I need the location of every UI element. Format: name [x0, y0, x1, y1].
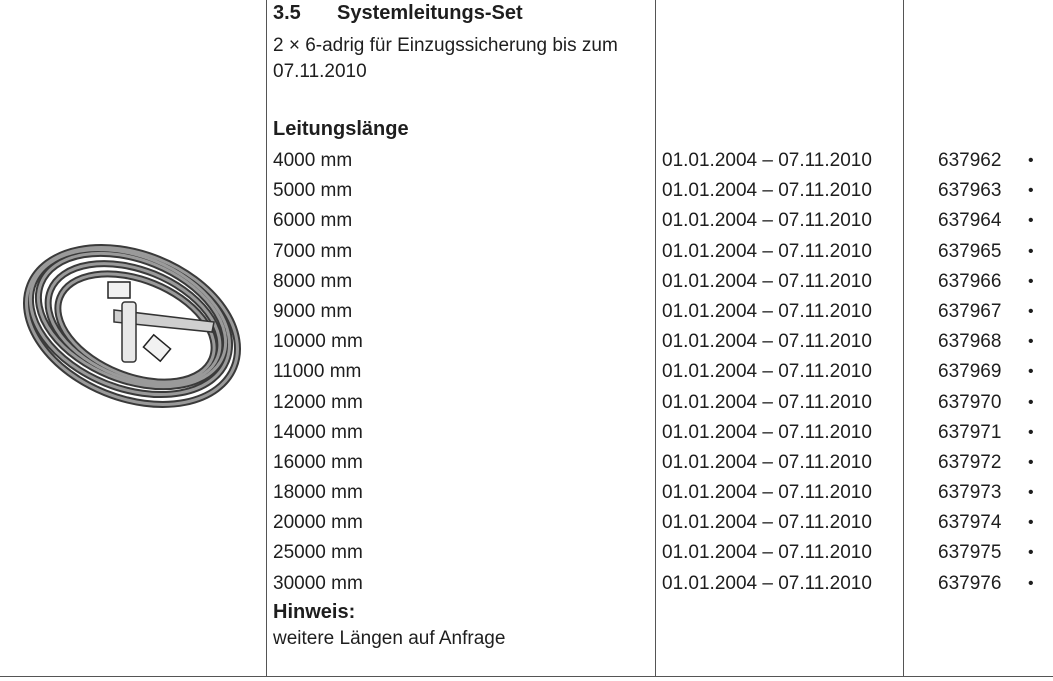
period-cell: 01.01.2004 – 07.11.2010	[662, 331, 872, 353]
table-row	[0, 237, 1053, 267]
period-cell: 01.01.2004 – 07.11.2010	[662, 542, 872, 564]
article-number-cell: 637972	[938, 451, 1002, 473]
table-row	[0, 146, 1053, 176]
table-row	[0, 327, 1053, 357]
table-row	[0, 176, 1053, 206]
bullet-marker: •	[1028, 453, 1034, 471]
table-row	[0, 267, 1053, 297]
article-number-cell: 637962	[938, 150, 1002, 171]
section-title: Systemleitungs-Set	[337, 2, 523, 24]
table-bottom-border	[0, 676, 1053, 677]
bullet-marker: •	[1028, 272, 1034, 290]
period-cell: 01.01.2004 – 07.11.2010	[662, 391, 872, 413]
table-row	[0, 448, 1053, 478]
article-number-cell: 637963	[938, 180, 1002, 202]
bullet-marker: •	[1028, 333, 1034, 351]
period-cell: 01.01.2004 – 07.11.2010	[662, 451, 872, 473]
length-cell: 10000 mm	[273, 331, 363, 353]
length-cell: 20000 mm	[273, 512, 363, 534]
length-cell: 9000 mm	[273, 300, 353, 322]
article-number-cell: 637976	[938, 572, 1002, 594]
period-cell: 01.01.2004 – 07.11.2010	[662, 270, 872, 292]
section-description: 2 × 6-adrig für Einzugssicherung bis zum 07.11.2010	[273, 35, 618, 82]
table-row	[0, 206, 1053, 236]
bullet-marker: •	[1028, 302, 1034, 320]
article-number-cell: 637969	[938, 361, 1002, 383]
article-number-cell: 637975	[938, 542, 1002, 564]
period-cell: 01.01.2004 – 07.11.2010	[662, 240, 872, 262]
period-cell: 01.01.2004 – 07.11.2010	[662, 512, 872, 534]
length-cell: 30000 mm	[273, 572, 363, 594]
bullet-marker: •	[1028, 544, 1034, 562]
article-table	[0, 146, 1053, 599]
article-number-cell: 637966	[938, 270, 1002, 292]
section-header	[273, 2, 523, 25]
period-cell: 01.01.2004 – 07.11.2010	[662, 210, 872, 232]
length-cell: 16000 mm	[273, 451, 363, 473]
table-row	[0, 297, 1053, 327]
article-number-cell: 637968	[938, 331, 1002, 353]
period-cell: 01.01.2004 – 07.11.2010	[662, 180, 872, 202]
length-cell: 11000 mm	[273, 361, 362, 383]
bullet-marker: •	[1028, 242, 1034, 260]
table-row	[0, 508, 1053, 538]
length-cell: 8000 mm	[273, 270, 353, 292]
length-cell: 25000 mm	[273, 542, 363, 564]
table-row	[0, 357, 1053, 387]
length-cell: 18000 mm	[273, 482, 363, 504]
bullet-marker: •	[1028, 363, 1034, 381]
article-number-cell: 637971	[938, 421, 1002, 443]
article-number-cell: 637970	[938, 391, 1002, 413]
bullet-marker: •	[1028, 182, 1034, 200]
bullet-marker: •	[1028, 393, 1034, 411]
length-cell: 4000 mm	[273, 150, 353, 171]
article-number-cell: 637973	[938, 482, 1002, 504]
length-cell: 12000 mm	[273, 391, 363, 413]
article-number-cell: 637967	[938, 300, 1002, 322]
article-number-cell: 637974	[938, 512, 1002, 534]
period-cell: 01.01.2004 – 07.11.2010	[662, 361, 872, 383]
table-row	[0, 569, 1053, 599]
article-number-cell: 637965	[938, 240, 1002, 262]
table-row	[0, 388, 1053, 418]
table-row	[0, 538, 1053, 568]
period-cell: 01.01.2004 – 07.11.2010	[662, 150, 872, 171]
table-row	[0, 418, 1053, 448]
bullet-marker: •	[1028, 484, 1034, 502]
bullet-marker: •	[1028, 152, 1034, 169]
length-cell: 5000 mm	[273, 180, 353, 202]
period-cell: 01.01.2004 – 07.11.2010	[662, 300, 872, 322]
bullet-marker: •	[1028, 212, 1034, 230]
note-text: weitere Längen auf Anfrage	[273, 628, 506, 649]
length-heading: Leitungslänge	[273, 118, 409, 140]
period-cell: 01.01.2004 – 07.11.2010	[662, 421, 872, 443]
length-cell: 6000 mm	[273, 210, 353, 232]
length-cell: 7000 mm	[273, 240, 353, 262]
note-heading: Hinweis:	[273, 601, 356, 623]
period-cell: 01.01.2004 – 07.11.2010	[662, 572, 872, 594]
period-cell: 01.01.2004 – 07.11.2010	[662, 482, 872, 504]
article-number-cell: 637964	[938, 210, 1002, 232]
section-number: 3.5	[273, 2, 301, 24]
length-cell: 14000 mm	[273, 421, 363, 443]
table-row	[0, 478, 1053, 508]
bullet-marker: •	[1028, 423, 1034, 441]
bullet-marker: •	[1028, 574, 1034, 592]
bullet-marker: •	[1028, 514, 1034, 532]
